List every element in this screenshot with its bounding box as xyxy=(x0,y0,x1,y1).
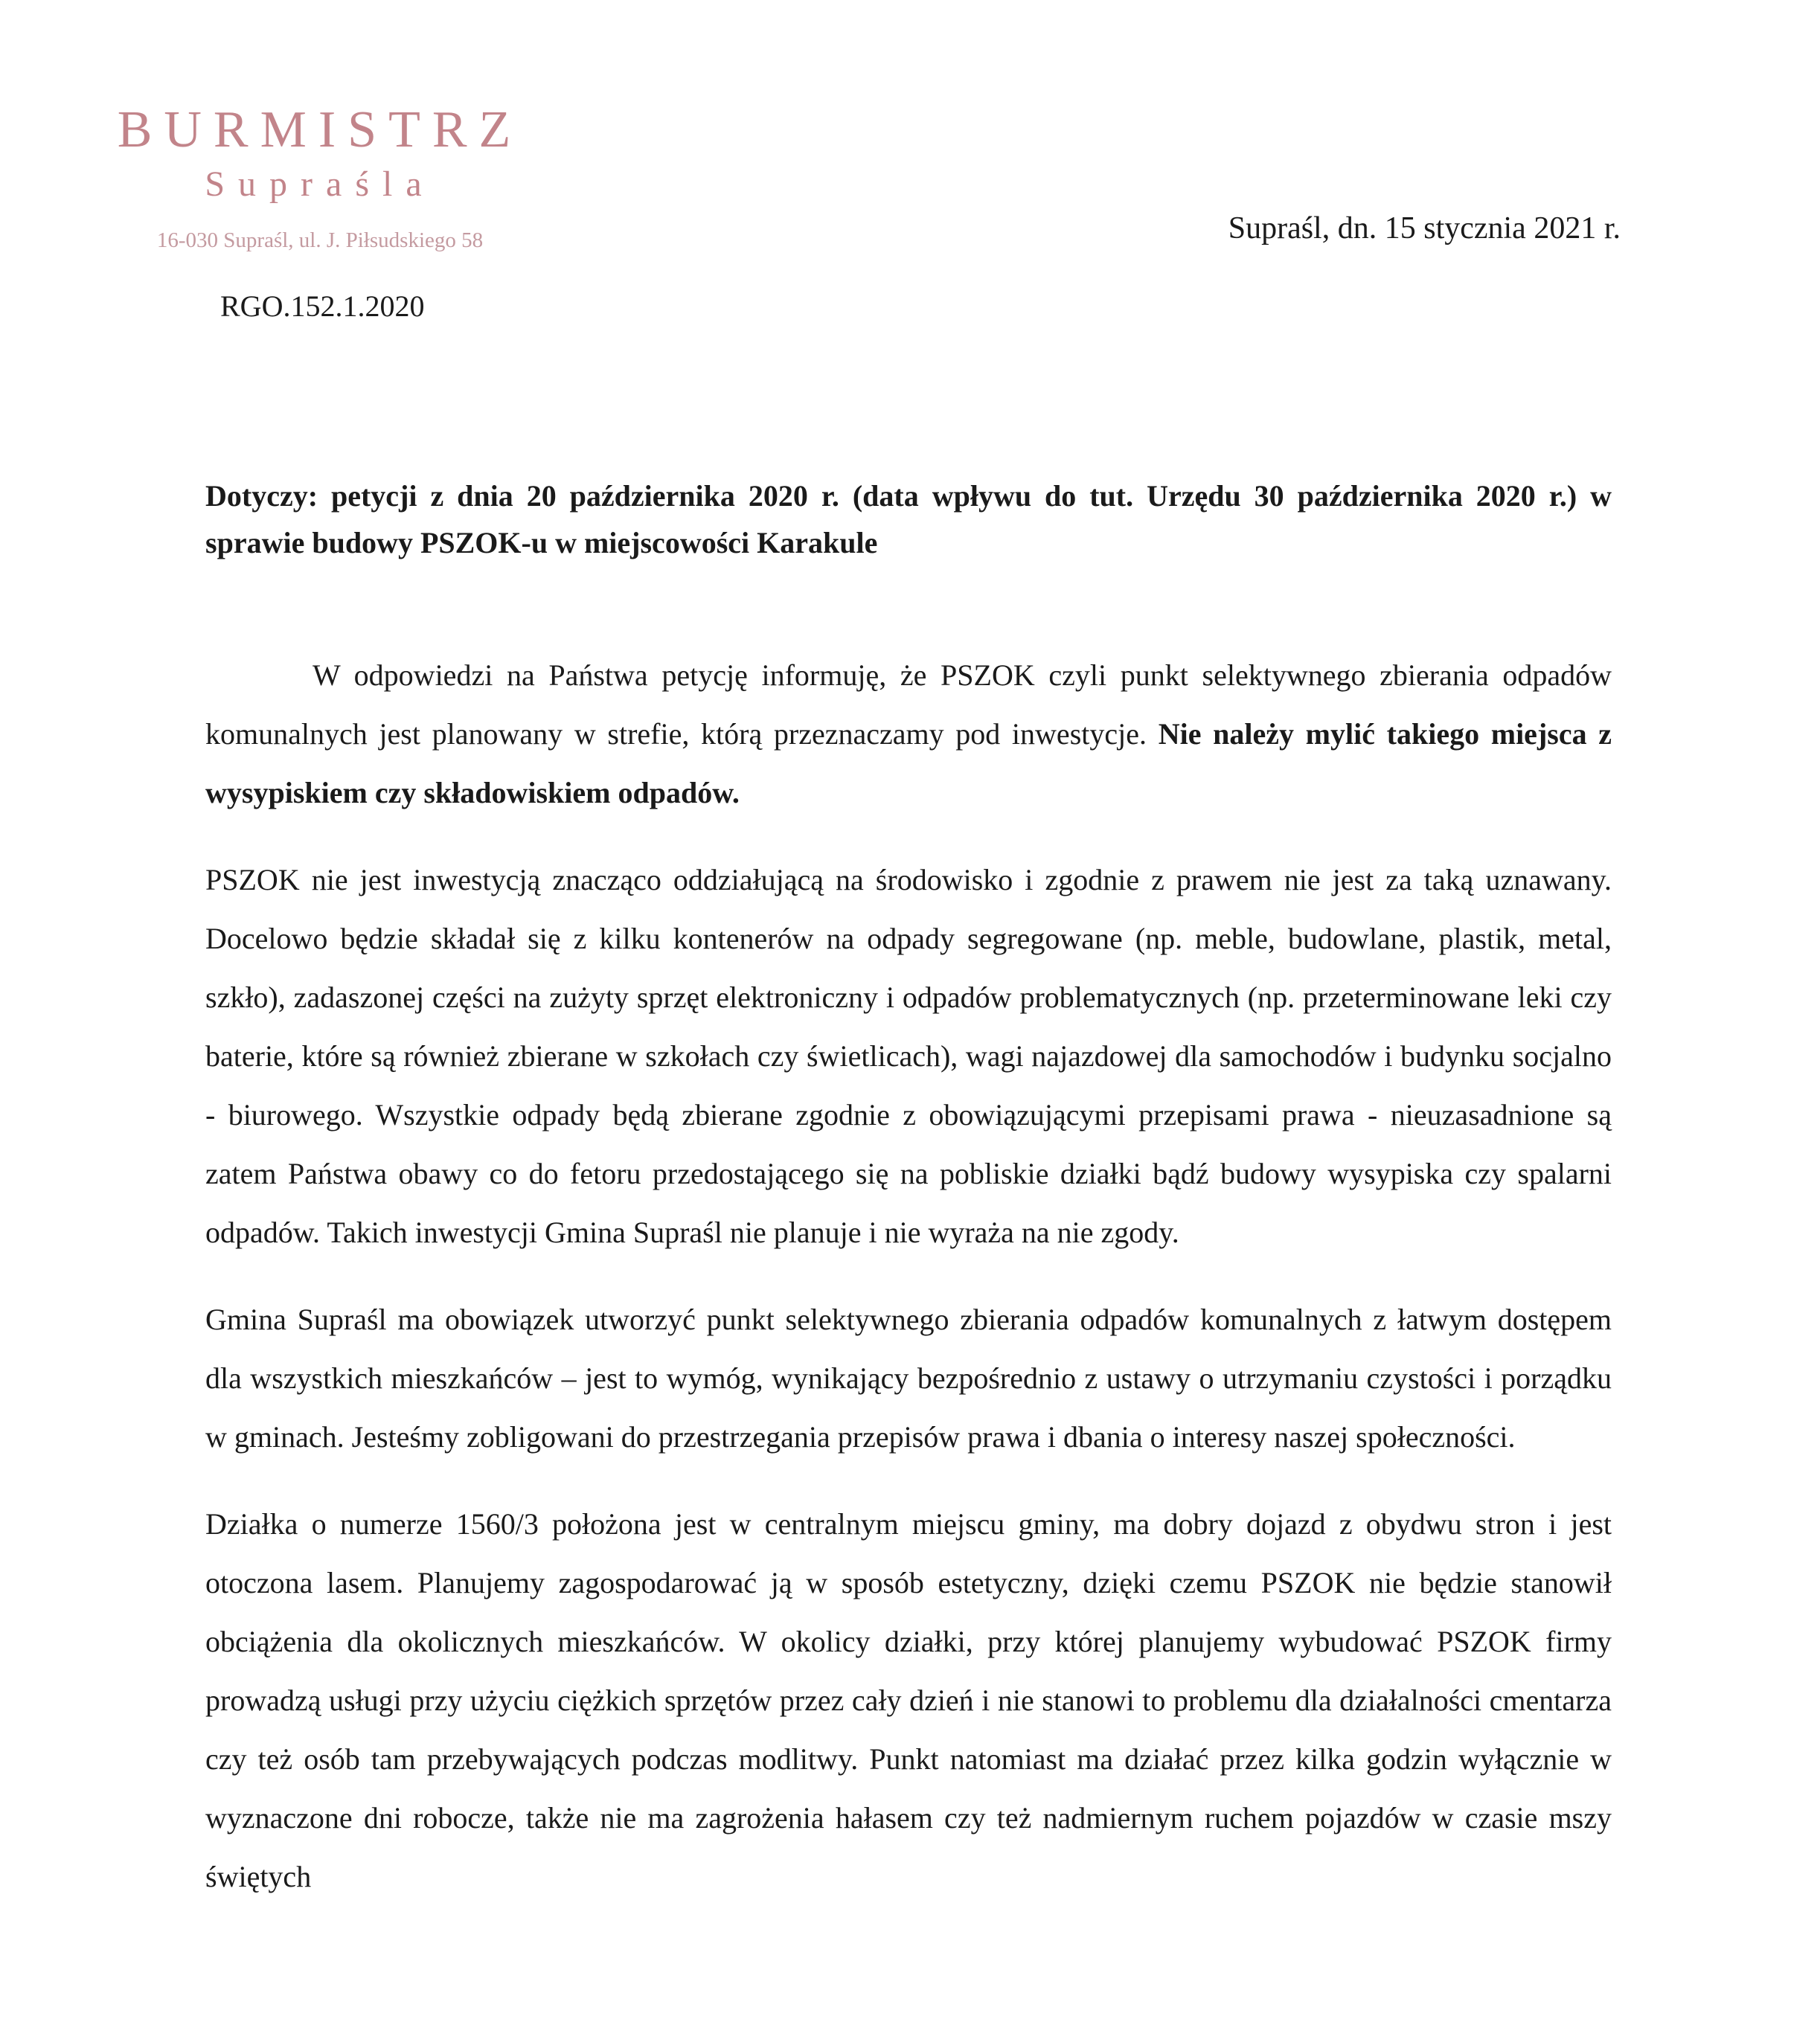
paragraph-3: Gmina Supraśl ma obowiązek utworzyć punkt selektywnego zbierania odpadów komunalnych z łatwym dostępem dla wszystkich mieszkańców – jest to wymóg, wynikający bezpośrednio z ustawy o utrzymaniu czystości i porządku w gminach. Jesteśmy zobligowani do przestrzegania przepisów prawa i dbania o interesy naszej społeczności. xyxy=(205,1303,1612,1454)
reference-number: RGO.152.1.2020 xyxy=(220,289,425,323)
letter-subject: Dotyczy: petycji z dnia 20 października 2020 r. (data wpływu do tut. Urzędu 30 października 2020 r.) w sprawie budowy PSZOK-u w miejscowości Karakule xyxy=(205,479,1612,559)
stamp-town: Supraśla xyxy=(205,164,435,204)
paragraph-1 xyxy=(205,646,1612,822)
stamp-address: 16-030 Supraśl, ul. J. Piłsudskiego 58 xyxy=(156,228,484,252)
paragraph-2: PSZOK nie jest inwestycją znacząco oddziałującą na środowisko i zgodnie z prawem nie jest za taką uznawany. Docelowo będzie składał się z kilku kontenerów na odpady segregowane (np. meble, budowlane, plastik, metal, szkło), zadaszonej części na zużyty sprzęt elektroniczny i odpadów problematycznych (np. przeterminowane leki czy baterie, które są również zbierane w szkołach czy świetlicach), wagi najazdowej dla samochodów i budynku socjalno - biurowego. Wszystkie odpady będą zbierane zgodnie z obowiązującymi przepisami prawa - nieuzasadnione są zatem Państwa obawy co do fetoru przedostającego się na pobliskie działki bądź budowy wysypiska czy spalarni odpadów. Takich inwestycji Gmina Supraśl nie planuje i nie wyraża na nie zgody. xyxy=(205,863,1612,1249)
paragraph-4: Działka o numerze 1560/3 położona jest w centralnym miejscu gminy, ma dobry dojazd z obydwu stron i jest otoczona lasem. Planujemy zagospodarować ją w sposób estetyczny, dzięki czemu PSZOK nie będzie stanowił obciążenia dla okolicznych mieszkańców. W okolicy działki, przy której planujemy wybudować PSZOK firmy prowadzą usługi przy użyciu ciężkich sprzętów przez cały dzień i nie stanowi to problemu dla działalności cmentarza czy też osób tam przebywających podczas modlitwy. Punkt natomiast ma działać przez kilka godzin wyłącznie w wyznaczone dni robocze, także nie ma zagrożenia hałasem czy też nadmiernym ruchem pojazdów w czasie mszy świętych xyxy=(205,1507,1612,1893)
stamp-title: BURMISTRZ xyxy=(117,101,523,158)
letter-date: Supraśl, dn. 15 stycznia 2021 r. xyxy=(1228,211,1621,245)
mayor-stamp xyxy=(112,100,528,255)
paragraph-1-text: W odpowiedzi na Państwa petycję informuję, że PSZOK czyli punkt selektywnego zbierania odpadów komunalnych jest planowany w strefie, którą przeznaczamy pod inwestycje. xyxy=(205,658,1612,751)
paragraph-1-emphasis: Nie należy mylić takiego miejsca z wysypiskiem czy składowiskiem odpadów. xyxy=(205,717,1612,809)
letter-body xyxy=(205,646,1612,1906)
